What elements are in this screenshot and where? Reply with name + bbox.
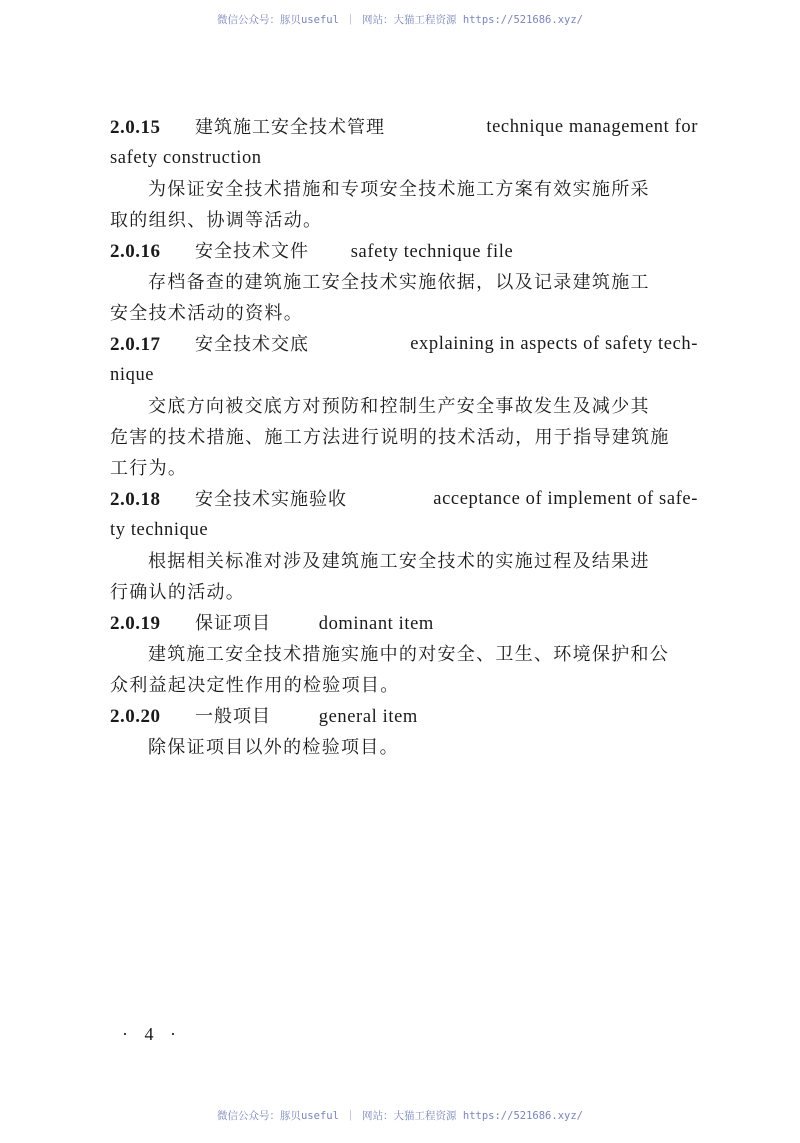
page-number: · 4 · [122,1024,182,1044]
term-definition: 存档备查的建筑施工安全技术实施依据，以及记录建筑施工 [148,272,650,293]
term-english-continued: ty technique [110,520,209,540]
term-english: technique management for [486,117,698,137]
term-number: 2.0.15 [110,117,161,138]
term-definition: 行确认的活动。 [110,582,246,603]
watermark-top: 微信公众号：豚贝useful ｜ 网站：大猫工程资源 https://521686.xyz/ [216,14,583,26]
term-english-continued: safety construction [110,148,262,168]
term-english: dominant item [318,614,434,634]
watermark-bottom: 微信公众号：豚贝useful ｜ 网站：大猫工程资源 https://521686.xyz/ [216,1110,583,1122]
term-definition: 安全技术活动的资料。 [110,303,303,324]
term-heading [110,329,698,360]
term-heading [110,701,698,732]
term-english: explaining in aspects of safety tech- [410,334,698,354]
term-definition: 除保证项目以外的检验项目。 [148,737,399,758]
term-definition: 危害的技术措施、施工方法进行说明的技术活动，用于指导建筑施 [110,427,670,448]
term-chinese: 保证项目 [195,613,271,634]
term-number: 2.0.16 [110,241,161,262]
term-english: general item [318,707,418,727]
term-chinese: 安全技术文件 [195,241,309,262]
term-chinese: 安全技术实施验收 [195,489,347,510]
term-chinese: 安全技术交底 [195,334,309,355]
term-definition: 建筑施工安全技术措施实施中的对安全、卫生、环境保护和公 [148,644,670,665]
term-english: safety technique file [350,242,514,262]
term-definitions [110,112,698,763]
term-heading [110,236,698,267]
term-definition: 工行为。 [110,458,188,479]
term-number: 2.0.17 [110,334,161,355]
term-number: 2.0.20 [110,706,161,727]
term-heading [110,484,698,515]
term-definition: 众利益起决定性作用的检验项目。 [110,675,400,696]
term-heading [110,112,698,143]
term-definition: 为保证安全技术措施和专项安全技术施工方案有效实施所采 [148,179,650,200]
term-definition: 根据相关标准对涉及建筑施工安全技术的实施过程及结果进 [148,551,650,572]
term-chinese: 一般项目 [195,706,271,727]
term-number: 2.0.18 [110,489,161,510]
term-definition: 交底方向被交底方对预防和控制生产安全事故发生及减少其 [148,396,650,417]
term-chinese: 建筑施工安全技术管理 [195,117,385,138]
term-english-continued: nique [110,365,155,385]
term-definition: 取的组织、协调等活动。 [110,210,323,231]
term-number: 2.0.19 [110,613,161,634]
term-heading [110,608,698,639]
term-english: acceptance of implement of safe- [433,489,698,509]
